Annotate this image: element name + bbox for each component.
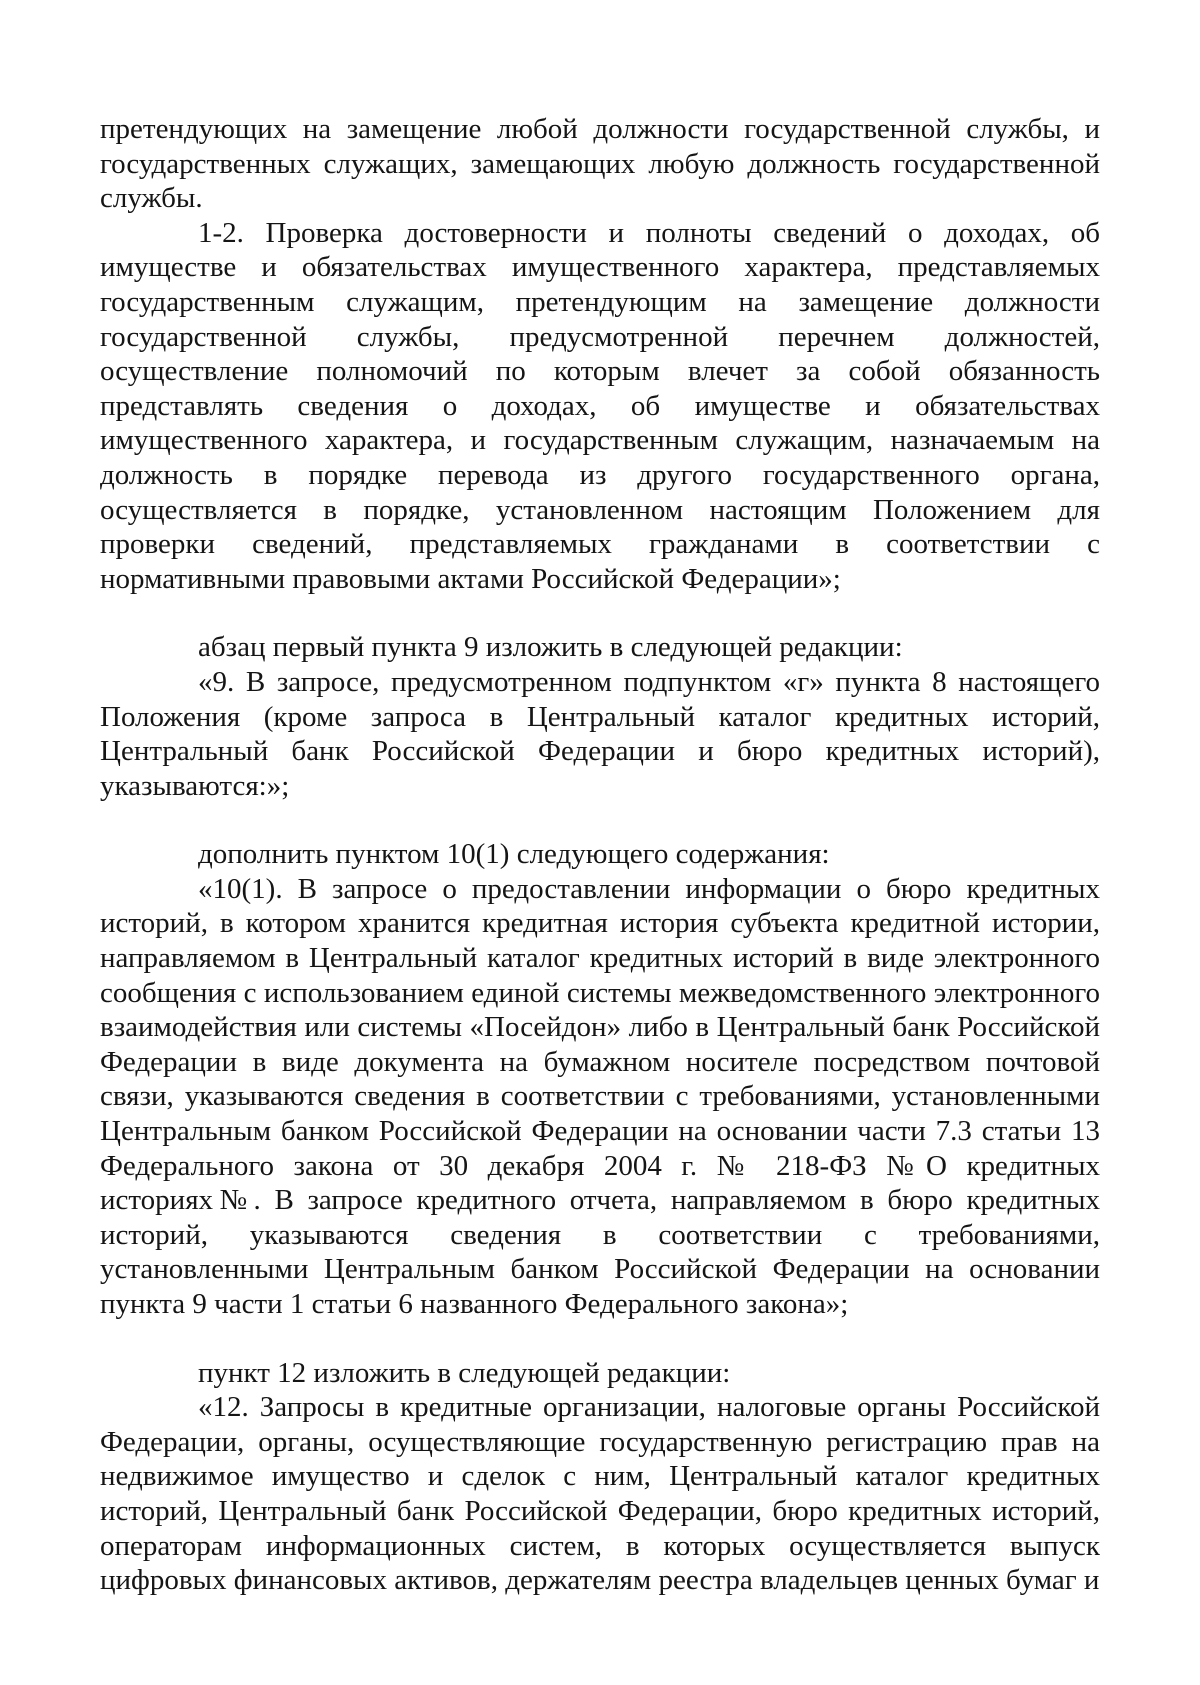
paragraph-continuation: претендующих на замещение любой должности государственной службы, и государственных служащих, замещающих любую должность государственной службы. xyxy=(100,113,1100,215)
paragraph-item-12: «12. Запросы в кредитные организации, налоговые органы Российской Федерации, органы, осуществляющие государственную регистрацию прав на недвижимое имущество и сделок с ним, Центральный каталог кредитных историй, Центральный банк Российской Федерации, бюро кредитных историй, операторам информационных систем, в которых осуществляется выпуск цифровых финансовых активов, держателям реестра владельцев ценных бумаг и xyxy=(100,1391,1100,1597)
paragraph-amendment-9-intro: абзац первый пункта 9 изложить в следующей редакции: xyxy=(198,631,903,664)
paragraph-amendment-12-intro: пункт 12 изложить в следующей редакции: xyxy=(198,1356,731,1389)
document-page xyxy=(100,112,1100,1598)
paragraph-item-9: «9. В запросе, предусмотренном подпунктом «г» пункта 8 настоящего Положения (кроме запроса в Центральный каталог кредитных историй, Центральный банк Российской Федерации и бюро кредитных историй), указываются:»; xyxy=(100,665,1100,802)
paragraph-item-1-2: 1-2. Проверка достоверности и полноты сведений о доходах, об имуществе и обязательствах имущественного характера, представляемых государственным служащим, претендующим на замещение должности государственной службы, предусмотренной перечнем должностей, осуществление полномочий по которым влечет за собой обязанность представлять сведения о доходах, об имуществе и обязательствах имущественного характера, и государственным служащим, назначаемым на должность в порядке перевода из другого государственного органа, осуществляется в порядке, установленном настоящим Положением для проверки сведений, представляемых гражданами в соответствии с нормативными правовыми актами Российской Федерации»; xyxy=(100,216,1100,595)
paragraph-amendment-10-1-intro: дополнить пунктом 10(1) следующего содержания: xyxy=(198,838,830,871)
paragraph-item-10-1: «10(1). В запросе о предоставлении информации о бюро кредитных историй, в котором хранится кредитная история субъекта кредитной истории, направляемом в Центральный каталог кредитных историй в виде электронного сообщения с использованием единой системы межведомственного электронного взаимодействия или системы «Посейдон» либо в Центральный банк Российской Федерации в виде документа на бумажном носителе посредством почтовой связи, указываются сведения в соответствии с требованиями, установленными Центральным банком Российской Федерации на основании части 7.3 статьи 13 Федерального закона от 30 декабря 2004 г. № 218-ФЗ №О кредитных историях№. В запросе кредитного отчета, направляемом в бюро кредитных историй, указываются сведения в соответствии с требованиями, установленными Центральным банком Российской Федерации на основании пункта 9 части 1 статьи 6 названного Федерального закона»; xyxy=(100,872,1100,1320)
